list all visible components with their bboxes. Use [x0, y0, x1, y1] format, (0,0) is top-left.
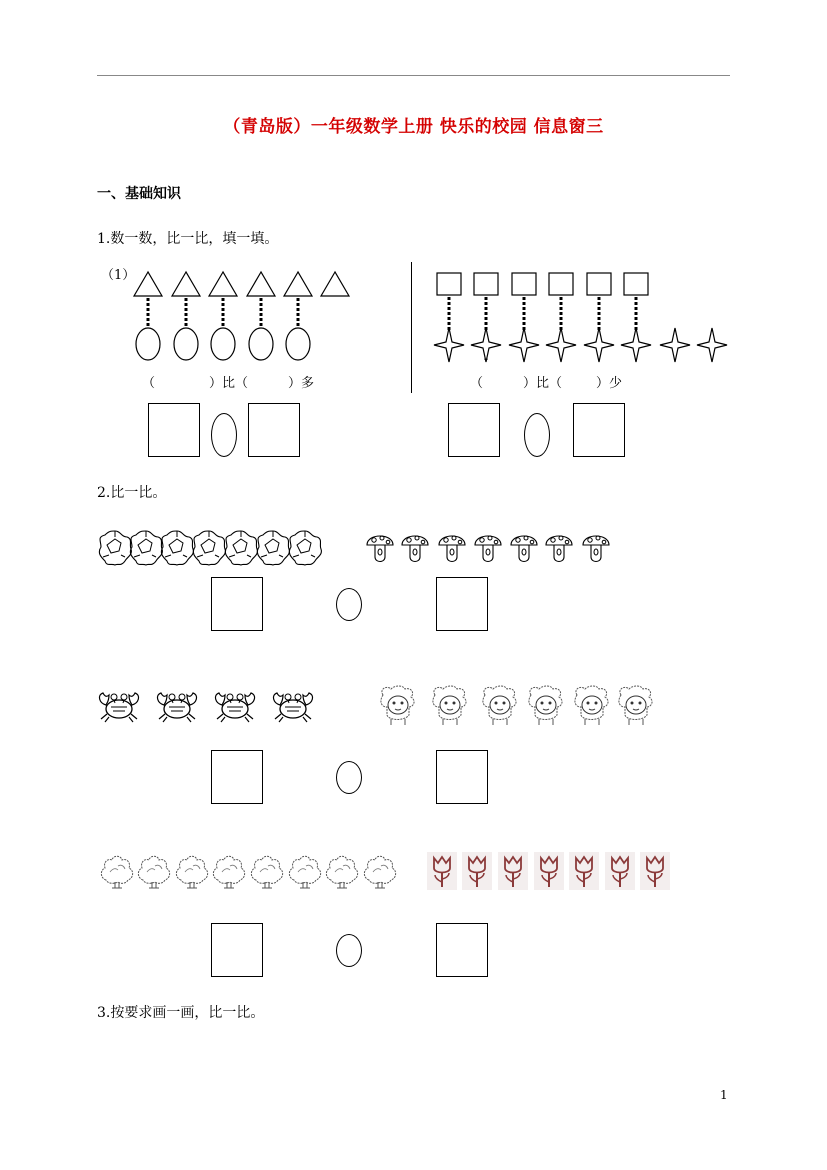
tulip-icon: [605, 852, 635, 890]
oval: [249, 328, 273, 360]
answer-box[interactable]: [148, 403, 200, 457]
triangle: [247, 272, 275, 296]
flower-group: [99, 531, 321, 565]
answer-box[interactable]: [448, 403, 500, 457]
crab-icon: [99, 693, 138, 722]
dotted-connectors: [148, 298, 298, 326]
mushroom-icon: [583, 536, 609, 562]
q1-left-figure: [130, 268, 370, 368]
flower-icon: [257, 531, 289, 565]
oval-row: [136, 328, 310, 360]
lamb-icon: [575, 686, 608, 725]
fill-open: （: [142, 376, 156, 391]
question-3-text: 3.按要求画一画，比一比。: [97, 1005, 265, 1021]
star: [509, 328, 539, 362]
square: [549, 273, 573, 295]
fill-end: ）多: [288, 376, 315, 391]
mushroom-icon: [367, 536, 393, 562]
lamb-group: [381, 686, 652, 725]
answer-box[interactable]: [436, 750, 488, 804]
flower-icon: [225, 531, 257, 565]
star: [584, 328, 614, 362]
mushroom-icon: [439, 536, 465, 562]
row1-pictures: [97, 527, 617, 567]
tulip-icon: [462, 852, 492, 890]
triangle: [321, 272, 349, 296]
square: [624, 273, 648, 295]
triangle-row: [134, 272, 349, 296]
oval: [174, 328, 198, 360]
mushroom-group: [367, 536, 609, 562]
compare-oval[interactable]: [336, 761, 362, 794]
tree-icon: [251, 856, 282, 888]
section-heading: 一、基础知识: [97, 186, 181, 202]
compare-oval[interactable]: [524, 413, 550, 457]
mushroom-icon: [475, 536, 501, 562]
oval: [136, 328, 160, 360]
fill-mid: ）比（: [209, 376, 249, 391]
answer-box[interactable]: [211, 577, 263, 631]
square: [437, 273, 461, 295]
divider-line: [411, 262, 412, 393]
answer-box[interactable]: [211, 923, 263, 977]
compare-oval[interactable]: [211, 413, 237, 457]
star: [621, 328, 651, 362]
dotted-connectors-right: [449, 297, 636, 360]
tree-icon: [213, 856, 244, 888]
tree-icon: [289, 856, 320, 888]
fill-open: （: [470, 376, 484, 391]
tulip-icon: [427, 852, 457, 890]
crab-icon: [215, 693, 254, 722]
star: [546, 328, 576, 362]
flower-icon: [130, 531, 162, 565]
header-rule: [97, 75, 730, 76]
square: [587, 273, 611, 295]
tree-group: [101, 856, 395, 888]
fill-end: ）少: [596, 376, 623, 391]
tulip-group: [427, 852, 670, 890]
tree-icon: [364, 856, 395, 888]
page-number: 1: [720, 1088, 728, 1102]
tree-icon: [176, 856, 207, 888]
lamb-icon: [433, 686, 466, 725]
flower-icon: [99, 531, 131, 565]
lamb-icon: [619, 686, 652, 725]
right-fill-blank: [470, 372, 622, 391]
tree-icon: [326, 856, 357, 888]
star-row: [434, 328, 727, 362]
compare-oval[interactable]: [336, 588, 362, 621]
answer-box[interactable]: [573, 403, 625, 457]
fill-mid: ）比（: [523, 376, 563, 391]
question-2-text: 2.比一比。: [97, 485, 167, 501]
triangle: [209, 272, 237, 296]
crab-group: [99, 693, 312, 722]
answer-box[interactable]: [436, 577, 488, 631]
lamb-icon: [483, 686, 516, 725]
square: [474, 273, 498, 295]
answer-box[interactable]: [248, 403, 300, 457]
star: [471, 328, 501, 362]
answer-box[interactable]: [211, 750, 263, 804]
flower-icon: [193, 531, 225, 565]
lamb-icon: [529, 686, 562, 725]
triangle: [172, 272, 200, 296]
question-1-text: 1.数一数，比一比，填一填。: [97, 231, 279, 247]
tulip-icon: [498, 852, 528, 890]
lamb-icon: [381, 686, 414, 725]
tree-icon: [138, 856, 169, 888]
star: [434, 328, 464, 362]
oval: [286, 328, 310, 360]
flower-icon: [161, 531, 193, 565]
left-fill-blank: [142, 372, 314, 391]
part-label: （1）: [101, 268, 136, 283]
tree-icon: [101, 856, 132, 888]
square: [512, 273, 536, 295]
row3-pictures: [97, 850, 677, 892]
row2-pictures: [97, 683, 667, 733]
tulip-icon: [569, 852, 599, 890]
star: [697, 328, 727, 362]
mushroom-icon: [402, 536, 428, 562]
answer-box[interactable]: [436, 923, 488, 977]
page-title: （青岛版）一年级数学上册 快乐的校园 信息窗三: [223, 117, 604, 137]
flower-icon: [289, 531, 321, 565]
square-row: [437, 273, 648, 295]
triangle: [284, 272, 312, 296]
tulip-icon: [640, 852, 670, 890]
oval: [211, 328, 235, 360]
triangle: [134, 272, 162, 296]
q1-right-figure: [430, 270, 730, 370]
mushroom-icon: [546, 536, 572, 562]
crab-icon: [273, 693, 312, 722]
tulip-icon: [534, 852, 564, 890]
star: [660, 328, 690, 362]
crab-icon: [157, 693, 196, 722]
mushroom-icon: [511, 536, 537, 562]
compare-oval[interactable]: [336, 934, 362, 967]
